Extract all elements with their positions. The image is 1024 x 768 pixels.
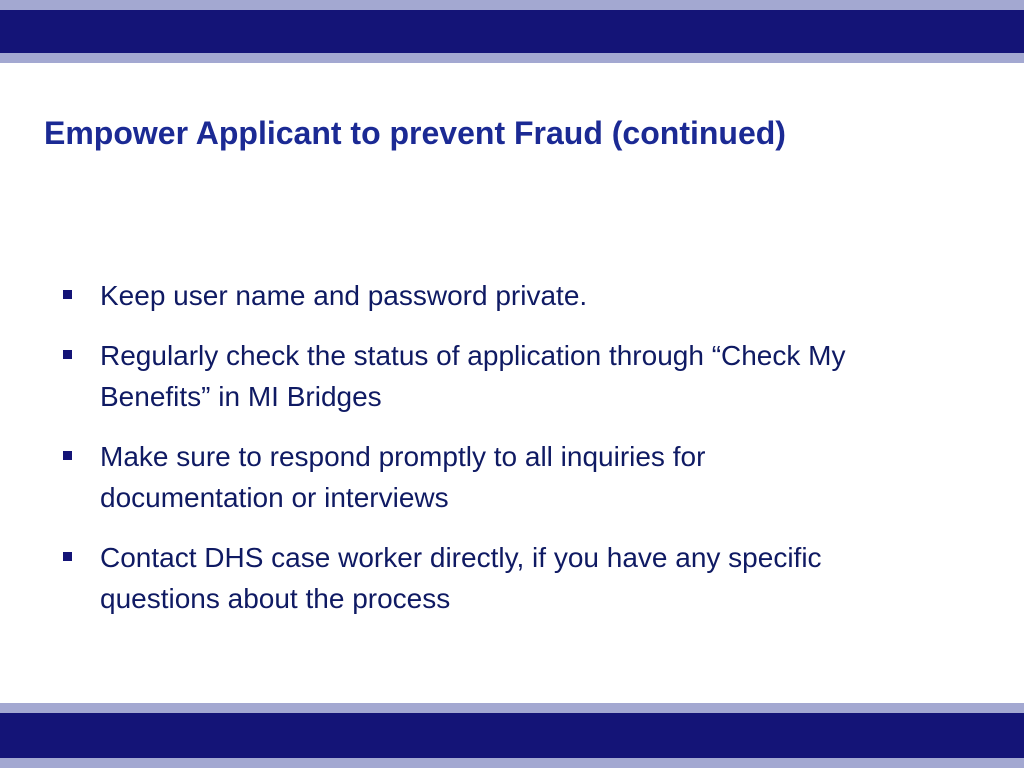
slide-title: Empower Applicant to prevent Fraud (continued) [44,115,786,151]
bullet-text: Contact DHS case worker directly, if you have any specific questions about the process [100,542,822,614]
square-bullet-icon [63,552,72,561]
square-bullet-icon [63,451,72,460]
bullet-text: Regularly check the status of application through “Check My Benefits” in MI Bridges [100,340,846,412]
bullet-item [63,537,963,619]
top-band-dark [0,10,1024,53]
square-bullet-icon [63,290,72,299]
top-band-light [0,0,1024,10]
bottom-band-dark [0,713,1024,758]
bullet-text: Keep user name and password private. [100,280,588,311]
top-band-light-bottom [0,53,1024,63]
square-bullet-icon [63,350,72,359]
bullet-text: Make sure to respond promptly to all inquiries for documentation or interviews [100,441,706,513]
bottom-band-light [0,703,1024,713]
bottom-band-light-bottom [0,758,1024,768]
bullet-item [63,275,963,316]
bullet-item [63,436,963,518]
bullet-list [63,275,963,638]
bullet-item [63,335,963,417]
